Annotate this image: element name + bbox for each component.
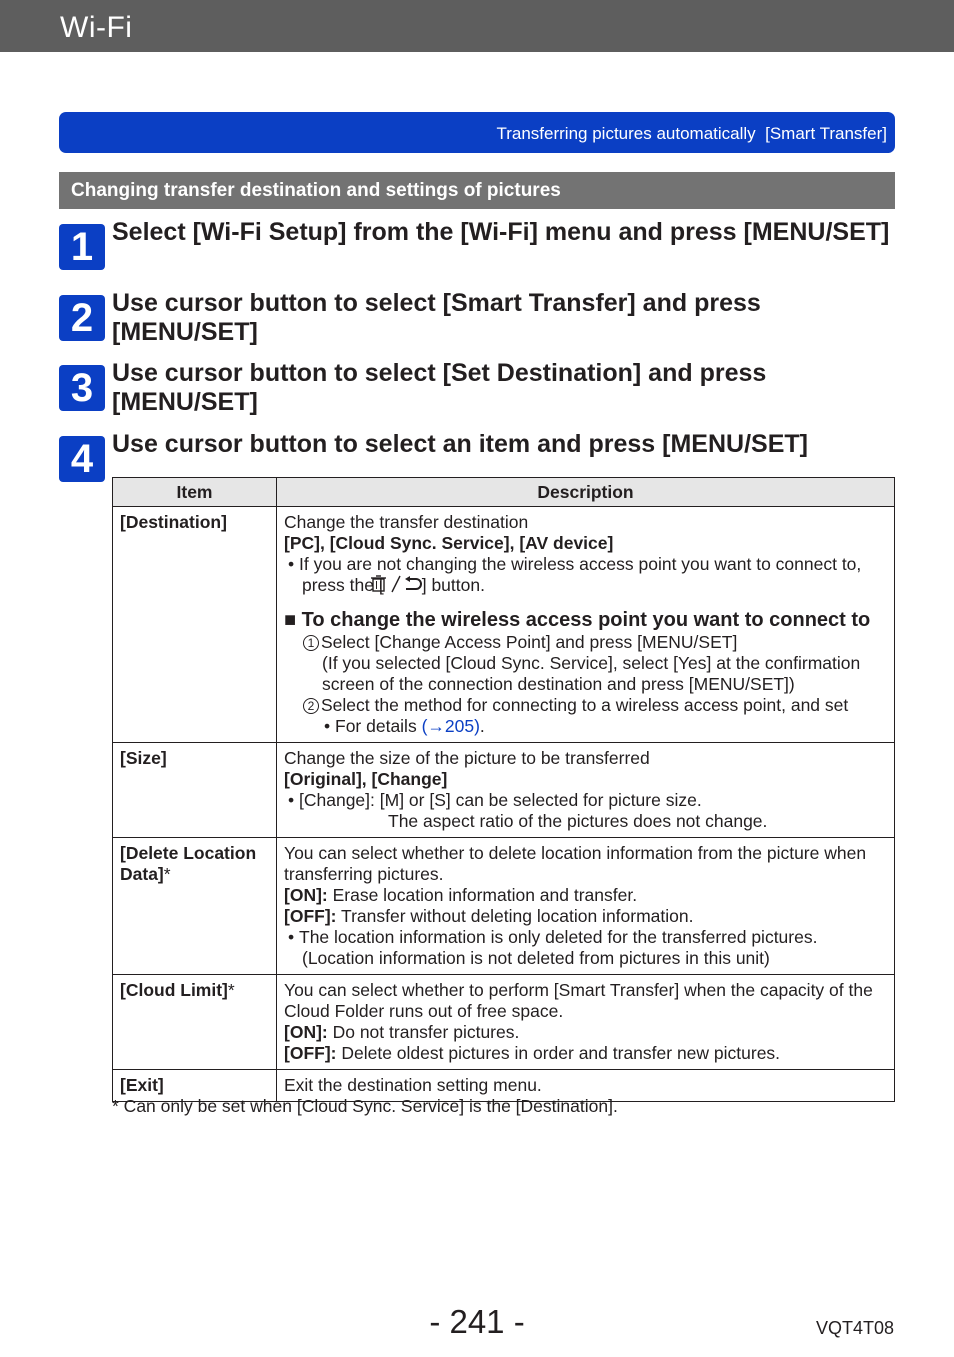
procedure-step-1 — [284, 632, 887, 653]
on-label: [ON]: — [284, 885, 328, 905]
section-title: Changing transfer destination and settings of pictures — [71, 180, 561, 201]
off-label: [OFF]: — [284, 906, 337, 926]
bullet-note: • The location information is only deleted for the transferred pictures. (Location information is not deleted from pictures in this unit) — [288, 927, 818, 968]
details-text: For details — [335, 716, 422, 736]
header-item: Item — [113, 478, 277, 507]
on-option — [284, 885, 887, 906]
table-row-destination — [113, 507, 895, 743]
top-bar — [0, 0, 954, 52]
item-cell: [Destination] — [113, 507, 277, 743]
bullet-text: [Change]: [M] or [S] can be selected for picture size. — [299, 790, 702, 810]
circled-number: 1 — [303, 635, 319, 651]
page-number: - 241 - — [429, 1303, 525, 1340]
description-cell — [277, 975, 895, 1070]
procedure-text: Select [Change Access Point] and press [MENU/SET] — [321, 632, 738, 652]
on-label: [ON]: — [284, 1022, 328, 1042]
settings-table — [112, 477, 895, 1102]
breadcrumb-band — [59, 112, 895, 153]
table-row-cloud-limit — [113, 975, 895, 1070]
on-text: Do not transfer pictures. — [327, 1022, 520, 1042]
description-line: Change the size of the picture to be transferred — [284, 748, 650, 768]
section-heading — [59, 172, 895, 209]
table-header-row — [113, 478, 895, 507]
subheading: ■ To change the wireless access point you want to connect to — [284, 609, 871, 631]
asterisk-mark: * — [163, 864, 171, 884]
item-cell: [Exit] — [113, 1070, 277, 1102]
off-option — [284, 1043, 887, 1064]
procedure-note: (If you selected [Cloud Sync. Service], select [Yes] at the confirmation screen of the connection destination and press [MENU/SET]) — [322, 653, 861, 694]
item-label: [Cloud Limit] — [120, 980, 228, 1000]
bullet-note: • [Change]: [M] or [S] can be selected for picture size. — [288, 790, 702, 810]
off-option — [284, 906, 887, 927]
item-label: [Delete Location Data] — [120, 843, 257, 884]
step-number-badge: 2 — [59, 295, 105, 341]
asterisk-mark: * — [227, 980, 235, 1000]
footnote-text: Can only be set when [Cloud Sync. Service] is the [Destination]. — [118, 1096, 618, 1116]
chapter-title: Wi-Fi — [60, 11, 133, 44]
bullet-continuation: The aspect ratio of the pictures does not change. — [388, 811, 768, 831]
description-cell — [277, 743, 895, 838]
bullet-text-end: ] button. — [421, 575, 485, 595]
off-text: Transfer without deleting location information. — [336, 906, 694, 926]
step-number-badge: 3 — [59, 365, 105, 411]
options-line: [Original], [Change] — [284, 769, 448, 789]
subheading-text: To change the wireless access point you want to connect to — [301, 609, 871, 631]
description-cell: Exit the destination setting menu. — [277, 1070, 895, 1102]
step-text: Select [Wi-Fi Setup] from the [Wi-Fi] menu and press [MENU/SET] — [112, 218, 890, 246]
details-end: . — [479, 716, 485, 736]
circled-number: 2 — [303, 698, 319, 714]
on-text: Erase location information and transfer. — [327, 885, 638, 905]
description-cell — [277, 507, 895, 743]
on-option — [284, 1022, 887, 1043]
item-cell: [Size] — [113, 743, 277, 838]
table-row-delete-location — [113, 838, 895, 975]
page-link[interactable]: (→205) — [421, 716, 480, 736]
description-line: You can select whether to perform [Smart Transfer] when the capacity of the Cloud Folder runs out of free space. — [284, 980, 873, 1021]
options-line: [PC], [Cloud Sync. Service], [AV device] — [284, 533, 614, 553]
footnote — [112, 1096, 618, 1117]
off-label: [OFF]: — [284, 1043, 337, 1063]
bullet-text: The location information is only deleted for the transferred pictures. (Location information is not deleted from pictures in this unit) — [299, 927, 818, 968]
step-text: Use cursor button to select [Set Destination] and press [MENU/SET] — [112, 359, 767, 416]
off-text: Delete oldest pictures in order and transfer new pictures. — [336, 1043, 781, 1063]
bullet-text: If you are not changing the wireless access point you want to connect to, press the [ — [299, 554, 862, 595]
model-code: VQT4T08 — [815, 1318, 894, 1338]
item-cell — [113, 975, 277, 1070]
item-cell — [113, 838, 277, 975]
table-row-size — [113, 743, 895, 838]
procedure-text: Select the method for connecting to a wireless access point, and set — [321, 695, 849, 715]
asterisk-mark: * — [112, 1096, 119, 1116]
description-line: You can select whether to delete location information from the picture when transferring pictures. — [284, 843, 867, 884]
bullet-note: • If you are not changing the wireless access point you want to connect to, press the [ ] button. — [284, 554, 887, 598]
step-number-badge: 1 — [59, 224, 105, 270]
step-text: Use cursor button to select [Smart Transfer] and press [MENU/SET] — [112, 289, 761, 346]
description-line: Change the transfer destination — [284, 512, 529, 532]
breadcrumb[interactable]: Transferring pictures automatically [Smart Transfer] — [496, 124, 887, 143]
description-cell — [277, 838, 895, 975]
step-text: Use cursor button to select an item and press [MENU/SET] — [112, 430, 808, 458]
procedure-step-2 — [284, 695, 887, 716]
delete-back-icon — [384, 575, 422, 598]
step-number-badge: 4 — [59, 436, 105, 482]
header-description: Description — [277, 478, 895, 507]
details-line: • For details (→205). — [324, 716, 485, 736]
